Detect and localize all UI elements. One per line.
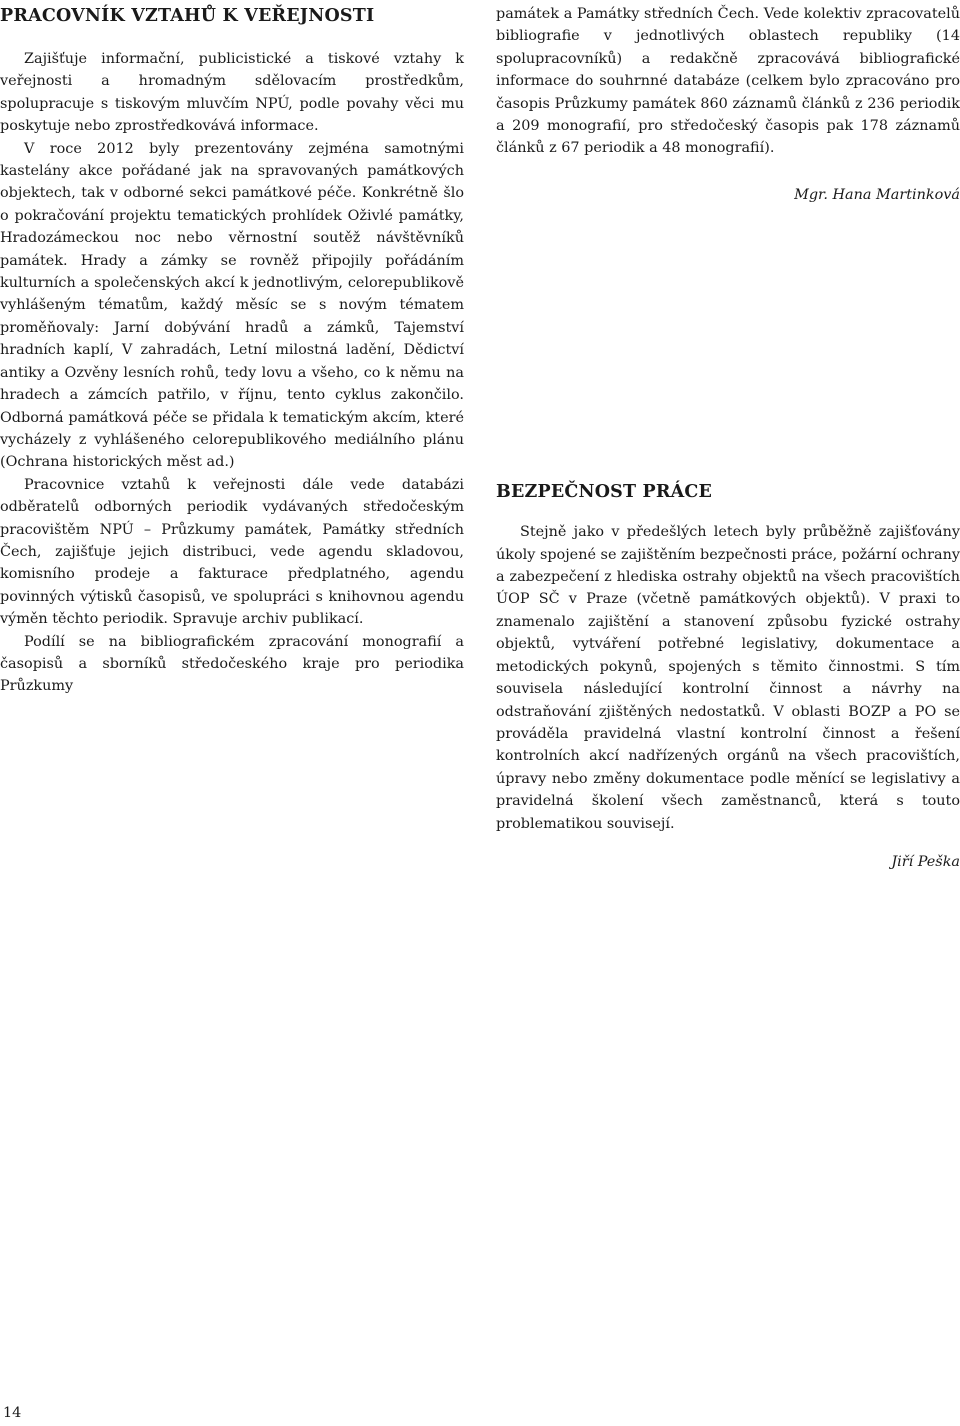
author-signature-martinkova: Mgr. Hana Martinková [794,186,960,203]
author-signature-peska: Jiří Peška [891,853,960,870]
paragraph-events-2012: V roce 2012 byly prezentovány zejména samotnými kastelány akce pořádané jak na spravovaných památkových objektech, tak v odborné sekci památkové péče. Konkrétně šlo o pokračování projektu tematických prohlídek Oživlé památky, Hradozámeckou noc nebo věrnostní soutěž návštěvníků památek. Hrady a zámky se rovněž připojily pořádáním kulturních a společenských akcí k jednotlivým, celorepublikově vyhlášeným tématům, každý měsíc se s novým tématem proměňovaly: Jarní dobývání hradů a zámků, Tajemství hradních kaplí, V zahradách, Letní milostná ladění, Dědictví antiky a Ozvěny lesních rohů, tedy lovu a všeho, co k němu na hradech a zámcích patřilo, v říjnu, tento cyklus zakončilo. Odborná památková péče se přidala k tematickým akcím, které vycházely z vyhlášeného celorepublikového mediálního plánu (Ochrana historických měst ad.) [0,140,464,471]
right-column [496,0,960,873]
paragraph-bibliography-continuation: památek a Památky středních Čech. Vede kolektiv zpracovatelů bibliografie v jednotlivých oblastech republiky (14 spolupracovníků) a redakčně zpracovává bibliografické informace do souhrnné databáze (celkem bylo zpracováno pro časopis Průzkumy památek 860 záznamů článků z 236 periodik a 209 monografií, pro středočeský časopis pak 178 záznamů článků z 67 periodik a 48 monografií). [496,6,960,157]
paragraph-bibliography-start: Podílí se na bibliografickém zpracování monografií a časopisů a sborníků středočeského kraje pro periodika Průzkumy [0,633,464,695]
left-column [0,0,464,698]
paragraph-database: Pracovnice vztahů k veřejnosti dále vede databázi odběratelů odborných periodik vydávaných středočeským pracovištěm NPÚ – Průzkumy památek, Památky středních Čech, zajišťuje jejich distribuci, vede agendu skladovou, komisního prodeje a fakturace předplatného, agendu povinných výtisků časopisů, ve spolupráci s knihovnou agendu výměn těchto periodik. Spravuje archiv publikací. [0,476,464,628]
page-number: 14 [3,1405,22,1421]
section-heading-work-safety: BEZPEČNOST PRÁCE [496,482,713,503]
section-heading-public-relations: PRACOVNÍK VZTAHŮ K VEŘEJNOSTI [0,6,375,26]
paragraph-work-safety: Stejně jako v předešlých letech byly průběžně zajišťovány úkoly spojené se zajištěním bezpečnosti práce, požární ochrany a zabezpečení z hlediska ostrahy objektů na všech pracovištích ÚOP SČ v Praze (včetně památkových objektů). V praxi to znamenalo zajištění a stanovení způsobu fyzické ostrahy objektů, vytváření potřebné legislativy, dokumentace a metodických pokynů, spojených s těmito činnostmi. S tím souvisela následující kontrolní činnost a návrhy na odstraňování zjištěných nedostatků. V oblasti BOZP a PO se prováděla pravidelná vlastní kontrolní činnost a řešení kontrolních akcí nadřízených orgánů na všech pracovištích, úpravy nebo změny dokumentace podle měnící se legislativy a pravidelná školení všech zaměstnanců, která s touto problematikou souvisejí. [496,524,960,832]
paragraph-intro: Zajišťuje informační, publicistické a tiskové vztahy k veřejnosti a hromadným sdělovacím prostředkům, spolupracuje s tiskovým mluvčím NPÚ, podle povahy věci mu poskytuje nebo zprostředkovává informace. [0,51,464,135]
